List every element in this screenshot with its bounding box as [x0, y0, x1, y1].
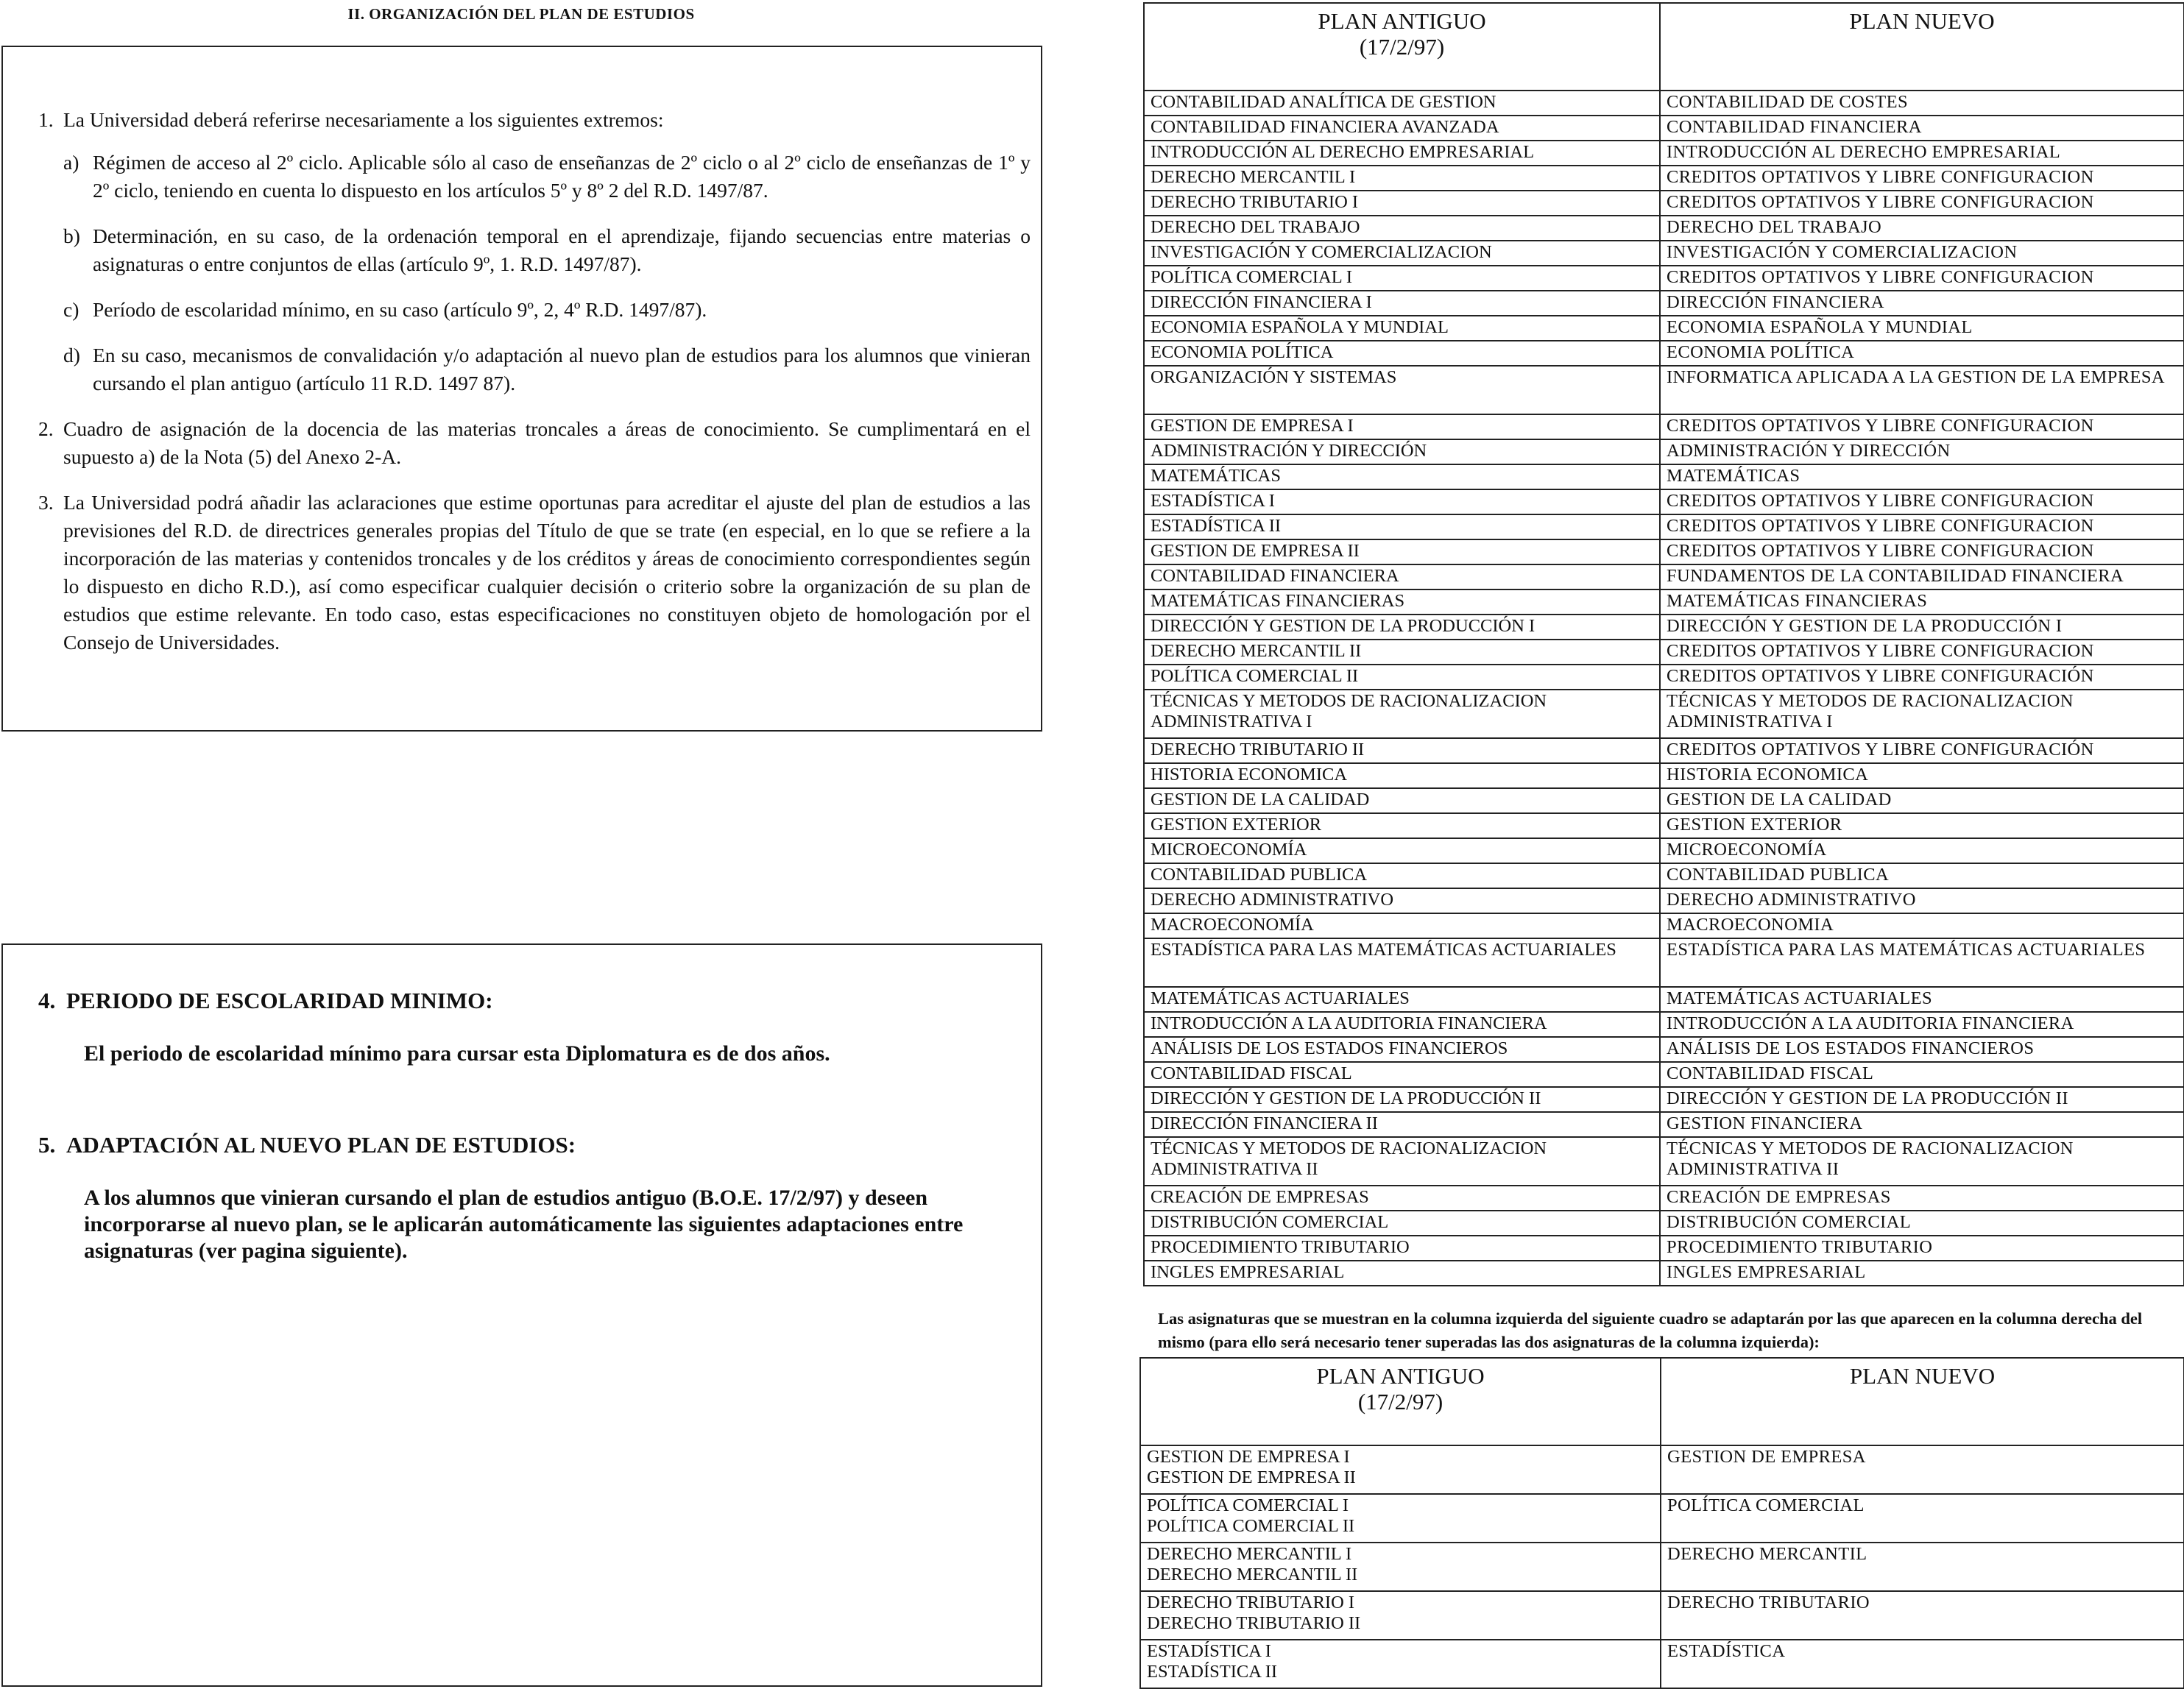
cell-plan-nuevo: ESTADÍSTICA PARA LAS MATEMÁTICAS ACTUARIALES — [1660, 938, 2184, 987]
item-text: La Universidad deberá referirse necesariamente a los siguientes extremos: — [63, 108, 664, 131]
subitem-text: Determinación, en su caso, de la ordenación temporal en el aprendizaje, fijando secuencias entre materias o asignaturas o entre conjuntos de ellas (artículo 9º, 1. R.D. 1497/87). — [93, 224, 1031, 275]
cell-plan-nuevo: INTRODUCCIÓN A LA AUDITORIA FINANCIERA — [1660, 1012, 2184, 1037]
cell-plan-antiguo: DERECHO MERCANTIL II — [1144, 640, 1660, 665]
cell-plan-antiguo: MATEMÁTICAS FINANCIERAS — [1144, 589, 1660, 615]
cell-plan-nuevo: DERECHO ADMINISTRATIVO — [1660, 888, 2184, 913]
old-subject: DERECHO MERCANTIL II — [1147, 1565, 1358, 1584]
cell-plan-antiguo: GESTION DE EMPRESA I — [1144, 414, 1660, 439]
table-row — [1144, 1137, 2184, 1186]
cell-plan-antiguo: MATEMÁTICAS ACTUARIALES — [1144, 987, 1660, 1012]
cell-plan-antiguo: ECONOMIA POLÍTICA — [1144, 341, 1660, 366]
cell-plan-antiguo: DERECHO TRIBUTARIO I — [1144, 191, 1660, 216]
old-subject: POLÍTICA COMERCIAL I — [1147, 1495, 1349, 1515]
table-row — [1144, 1062, 2184, 1087]
table-row — [1140, 1543, 2184, 1591]
cell-plan-nuevo: CREDITOS OPTATIVOS Y LIBRE CONFIGURACION — [1660, 191, 2184, 216]
cell-plan-nuevo: DIRECCIÓN FINANCIERA — [1660, 291, 2184, 316]
subitem — [63, 341, 1031, 397]
section-5-heading — [38, 1130, 576, 1160]
cell-plan-nuevo — [1661, 1543, 2184, 1591]
cell-plan-antiguo — [1140, 1445, 1661, 1494]
section-4-body: El periodo de escolaridad mínimo para cursar esta Diplomatura es de dos años. — [84, 1041, 830, 1066]
cell-plan-antiguo: ESTADÍSTICA I — [1144, 489, 1660, 514]
cell-plan-antiguo: INVESTIGACIÓN Y COMERCIALIZACION — [1144, 241, 1660, 266]
old-subject: GESTION DE EMPRESA I — [1147, 1447, 1350, 1467]
table-row — [1144, 615, 2184, 640]
cell-plan-nuevo: DERECHO DEL TRABAJO — [1660, 216, 2184, 241]
cell-plan-antiguo: DISTRIBUCIÓN COMERCIAL — [1144, 1211, 1660, 1236]
table-row — [1144, 1087, 2184, 1112]
cell-plan-nuevo — [1661, 1445, 2184, 1494]
cell-plan-nuevo: CREDITOS OPTATIVOS Y LIBRE CONFIGURACION — [1660, 514, 2184, 539]
cell-plan-nuevo: INGLES EMPRESARIAL — [1660, 1261, 2184, 1286]
instructions-box — [1, 46, 1042, 732]
table-row — [1144, 291, 2184, 316]
cell-plan-antiguo: GESTION DE EMPRESA II — [1144, 539, 1660, 564]
instructions-list — [38, 106, 1031, 674]
header-label: PLAN ANTIGUO — [1318, 8, 1486, 34]
cell-plan-nuevo: CREDITOS OPTATIVOS Y LIBRE CONFIGURACIÓN — [1660, 738, 2184, 763]
section-5-body: A los alumnos que vinieran cursando el plan de estudios antiguo (B.O.E. 17/2/97) y deseen incorporarse al nuevo plan, se le aplicarán automáticamente las siguientes adaptaciones entre asignaturas (ver pagina siguiente). — [84, 1186, 964, 1263]
cell-plan-antiguo: DIRECCIÓN Y GESTION DE LA PRODUCCIÓN II — [1144, 1087, 1660, 1112]
table-row — [1144, 838, 2184, 863]
table-row — [1144, 439, 2184, 464]
subitem-text: Período de escolaridad mínimo, en su caso (artículo 9º, 2, 4º R.D. 1497/87). — [93, 298, 707, 321]
table-row — [1144, 938, 2184, 987]
cell-plan-nuevo — [1661, 1640, 2184, 1688]
table-row — [1144, 640, 2184, 665]
table-row — [1144, 813, 2184, 838]
cell-plan-antiguo: DIRECCIÓN Y GESTION DE LA PRODUCCIÓN I — [1144, 615, 1660, 640]
cell-plan-nuevo: ADMINISTRACIÓN Y DIRECCIÓN — [1660, 439, 2184, 464]
instruction-item — [38, 489, 1031, 656]
table-row — [1144, 489, 2184, 514]
table-row — [1144, 116, 2184, 141]
table-row — [1144, 539, 2184, 564]
table-row — [1144, 564, 2184, 589]
cell-plan-nuevo: DIRECCIÓN Y GESTION DE LA PRODUCCIÓN I — [1660, 615, 2184, 640]
table-row — [1140, 1640, 2184, 1688]
cell-plan-antiguo — [1140, 1543, 1661, 1591]
table-body — [1140, 1445, 2184, 1688]
table-row — [1144, 665, 2184, 690]
cell-plan-antiguo: GESTION DE LA CALIDAD — [1144, 788, 1660, 813]
cell-plan-antiguo: DERECHO MERCANTIL I — [1144, 166, 1660, 191]
cell-plan-antiguo: POLÍTICA COMERCIAL I — [1144, 266, 1660, 291]
cell-plan-nuevo: CREDITOS OPTATIVOS Y LIBRE CONFIGURACION — [1660, 166, 2184, 191]
table-row — [1144, 414, 2184, 439]
header-plan-antiguo — [1144, 3, 1660, 91]
header-label: PLAN NUEVO — [1849, 1363, 1996, 1389]
cell-plan-antiguo: DIRECCIÓN FINANCIERA II — [1144, 1112, 1660, 1137]
subitem — [63, 149, 1031, 205]
subitem-text: Régimen de acceso al 2º ciclo. Aplicable sólo al caso de enseñanzas de 2º ciclo o al 2º ciclo de enseñanzas de 1º y 2º ciclo, teniendo en cuenta lo dispuesto en los artículos 5º y 8º 2 del R.D. 1497/87. — [93, 151, 1031, 202]
table-row — [1144, 589, 2184, 615]
cell-plan-antiguo: PROCEDIMIENTO TRIBUTARIO — [1144, 1236, 1660, 1261]
cell-plan-antiguo: INTRODUCCIÓN AL DERECHO EMPRESARIAL — [1144, 141, 1660, 166]
item-number: 3. — [38, 491, 54, 514]
adaptation-table — [1143, 2, 2184, 1286]
cell-plan-nuevo: MATEMÁTICAS FINANCIERAS — [1660, 589, 2184, 615]
cell-plan-nuevo: CREDITOS OPTATIVOS Y LIBRE CONFIGURACION — [1660, 266, 2184, 291]
cell-plan-nuevo: GESTION EXTERIOR — [1660, 813, 2184, 838]
table-row — [1144, 341, 2184, 366]
cell-plan-antiguo: CONTABILIDAD FINANCIERA AVANZADA — [1144, 116, 1660, 141]
combined-adaptation-table — [1139, 1357, 2184, 1689]
cell-plan-antiguo: CONTABILIDAD PUBLICA — [1144, 863, 1660, 888]
cell-plan-nuevo: GESTION DE LA CALIDAD — [1660, 788, 2184, 813]
cell-plan-antiguo: TÉCNICAS Y METODOS DE RACIONALIZACION ADMINISTRATIVA II — [1144, 1137, 1660, 1186]
sections-box — [1, 943, 1042, 1687]
table-row — [1144, 913, 2184, 938]
cell-plan-antiguo: ANÁLISIS DE LOS ESTADOS FINANCIEROS — [1144, 1037, 1660, 1062]
table-row — [1144, 1012, 2184, 1037]
cell-plan-nuevo: CREDITOS OPTATIVOS Y LIBRE CONFIGURACIÓN — [1660, 665, 2184, 690]
table-header-row — [1144, 3, 2184, 91]
old-subject: GESTION DE EMPRESA II — [1147, 1467, 1356, 1487]
cell-plan-nuevo: CREDITOS OPTATIVOS Y LIBRE CONFIGURACION — [1660, 640, 2184, 665]
cell-plan-antiguo: ECONOMIA ESPAÑOLA Y MUNDIAL — [1144, 316, 1660, 341]
header-date: (17/2/97) — [1359, 34, 1445, 60]
cell-plan-nuevo: TÉCNICAS Y METODOS DE RACIONALIZACION ADMINISTRATIVA I — [1660, 690, 2184, 738]
old-subject: DERECHO TRIBUTARIO I — [1147, 1593, 1355, 1612]
cell-plan-nuevo: MICROECONOMÍA — [1660, 838, 2184, 863]
cell-plan-antiguo: ESTADÍSTICA II — [1144, 514, 1660, 539]
table-row — [1144, 1112, 2184, 1137]
table-body — [1144, 91, 2184, 1286]
new-subject: POLÍTICA COMERCIAL — [1667, 1495, 1865, 1515]
cell-plan-nuevo: HISTORIA ECONOMICA — [1660, 763, 2184, 788]
instruction-item — [38, 415, 1031, 471]
subitem — [63, 222, 1031, 278]
cell-plan-nuevo: CREACIÓN DE EMPRESAS — [1660, 1186, 2184, 1211]
table-row — [1144, 366, 2184, 414]
table-row — [1144, 166, 2184, 191]
cell-plan-nuevo — [1661, 1591, 2184, 1640]
cell-plan-nuevo: INVESTIGACIÓN Y COMERCIALIZACION — [1660, 241, 2184, 266]
table-row — [1144, 1261, 2184, 1286]
cell-plan-nuevo: TÉCNICAS Y METODOS DE RACIONALIZACION ADMINISTRATIVA II — [1660, 1137, 2184, 1186]
cell-plan-antiguo: INTRODUCCIÓN A LA AUDITORIA FINANCIERA — [1144, 1012, 1660, 1037]
cell-plan-nuevo: DISTRIBUCIÓN COMERCIAL — [1660, 1211, 2184, 1236]
subitem — [63, 296, 1031, 324]
cell-plan-nuevo: MATEMÁTICAS ACTUARIALES — [1660, 987, 2184, 1012]
old-subject: DERECHO TRIBUTARIO II — [1147, 1613, 1361, 1633]
table-row — [1140, 1494, 2184, 1543]
cell-plan-nuevo: CONTABILIDAD FISCAL — [1660, 1062, 2184, 1087]
cell-plan-antiguo: CONTABILIDAD FINANCIERA — [1144, 564, 1660, 589]
table-row — [1144, 241, 2184, 266]
instruction-item — [38, 106, 1031, 397]
table-row — [1140, 1445, 2184, 1494]
page-title: II. ORGANIZACIÓN DEL PLAN DE ESTUDIOS — [347, 5, 695, 23]
table-header-row — [1140, 1358, 2184, 1445]
adaptation-note: Las asignaturas que se muestran en la columna izquierda del siguiente cuadro se adaptarán por las que aparecen en la columna derecha del mismo (para ello será necesario tener superadas las dos asignaturas de la columna izquierda): — [1158, 1309, 2143, 1351]
table-row — [1144, 91, 2184, 116]
cell-plan-nuevo: FUNDAMENTOS DE LA CONTABILIDAD FINANCIERA — [1660, 564, 2184, 589]
cell-plan-antiguo: DERECHO TRIBUTARIO II — [1144, 738, 1660, 763]
table-row — [1144, 1037, 2184, 1062]
cell-plan-antiguo: MICROECONOMÍA — [1144, 838, 1660, 863]
cell-plan-nuevo: INTRODUCCIÓN AL DERECHO EMPRESARIAL — [1660, 141, 2184, 166]
section-number: 4. — [38, 988, 56, 1013]
cell-plan-antiguo: ESTADÍSTICA PARA LAS MATEMÁTICAS ACTUARIALES — [1144, 938, 1660, 987]
subitem-text: En su caso, mecanismos de convalidación y/o adaptación al nuevo plan de estudios para los alumnos que vinieran cursando el plan antiguo (artículo 11 R.D. 1497 87). — [93, 344, 1031, 394]
cell-plan-antiguo: INGLES EMPRESARIAL — [1144, 1261, 1660, 1286]
table-row — [1144, 216, 2184, 241]
table-row — [1144, 464, 2184, 489]
header-date: (17/2/97) — [1357, 1389, 1443, 1414]
cell-plan-nuevo: CONTABILIDAD DE COSTES — [1660, 91, 2184, 116]
cell-plan-antiguo: GESTION EXTERIOR — [1144, 813, 1660, 838]
cell-plan-antiguo: MACROECONOMÍA — [1144, 913, 1660, 938]
table-row — [1144, 191, 2184, 216]
cell-plan-antiguo — [1140, 1591, 1661, 1640]
table-row — [1140, 1591, 2184, 1640]
cell-plan-nuevo: CONTABILIDAD FINANCIERA — [1660, 116, 2184, 141]
cell-plan-antiguo — [1140, 1494, 1661, 1543]
cell-plan-antiguo: MATEMÁTICAS — [1144, 464, 1660, 489]
section-heading-text: ADAPTACIÓN AL NUEVO PLAN DE ESTUDIOS: — [66, 1132, 576, 1158]
old-subject: DERECHO MERCANTIL I — [1147, 1544, 1352, 1564]
section-4-heading — [38, 986, 493, 1016]
cell-plan-nuevo: MACROECONOMIA — [1660, 913, 2184, 938]
cell-plan-nuevo: INFORMATICA APLICADA A LA GESTION DE LA EMPRESA — [1660, 366, 2184, 414]
table-row — [1144, 316, 2184, 341]
cell-plan-nuevo: CREDITOS OPTATIVOS Y LIBRE CONFIGURACION — [1660, 414, 2184, 439]
subitem-letter: a) — [63, 151, 79, 174]
cell-plan-antiguo: ADMINISTRACIÓN Y DIRECCIÓN — [1144, 439, 1660, 464]
header-plan-nuevo — [1661, 1358, 2184, 1445]
cell-plan-nuevo: CREDITOS OPTATIVOS Y LIBRE CONFIGURACION — [1660, 489, 2184, 514]
cell-plan-antiguo: DERECHO ADMINISTRATIVO — [1144, 888, 1660, 913]
table-row — [1144, 266, 2184, 291]
old-subject: ESTADÍSTICA I — [1147, 1641, 1271, 1661]
section-heading-text: PERIODO DE ESCOLARIDAD MINIMO: — [66, 988, 493, 1013]
table-row — [1144, 514, 2184, 539]
table-row — [1144, 1236, 2184, 1261]
new-subject: DERECHO MERCANTIL — [1667, 1544, 1867, 1564]
subitem-list — [63, 149, 1031, 397]
item-text: Cuadro de asignación de la docencia de las materias troncales a áreas de conocimiento. Se cumplimentará en el supuesto a) de la Nota (5) del Anexo 2-A. — [63, 417, 1031, 468]
cell-plan-nuevo: ANÁLISIS DE LOS ESTADOS FINANCIEROS — [1660, 1037, 2184, 1062]
table-row — [1144, 1211, 2184, 1236]
item-number: 2. — [38, 417, 54, 440]
cell-plan-nuevo: PROCEDIMIENTO TRIBUTARIO — [1660, 1236, 2184, 1261]
table-row — [1144, 863, 2184, 888]
table-row — [1144, 141, 2184, 166]
cell-plan-antiguo: DERECHO DEL TRABAJO — [1144, 216, 1660, 241]
item-number: 1. — [38, 108, 54, 131]
item-text: La Universidad podrá añadir las aclaraciones que estime oportunas para acreditar el ajuste del plan de estudios a las previsiones del R.D. de directrices generales propias del Título de que se trate (en especial, en lo que se refiere a la incorporación de las materias y contenidos troncales y de los créditos y áreas de conocimiento correspondientes según lo dispuesto en dicho R.D.), así como especificar cualquier decisión o criterio sobre la organización de su plan de estudios que estime relevante. En todo caso, estas especificaciones no constituyen objeto de homologación por el Consejo de Universidades. — [63, 491, 1031, 654]
table-row — [1144, 888, 2184, 913]
old-subject: ESTADÍSTICA II — [1147, 1662, 1278, 1682]
cell-plan-nuevo: ECONOMIA POLÍTICA — [1660, 341, 2184, 366]
new-subject: DERECHO TRIBUTARIO — [1667, 1593, 1870, 1612]
header-label: PLAN NUEVO — [1849, 8, 1995, 34]
section-number: 5. — [38, 1132, 56, 1158]
header-plan-antiguo — [1140, 1358, 1661, 1445]
cell-plan-antiguo: HISTORIA ECONOMICA — [1144, 763, 1660, 788]
cell-plan-nuevo: GESTION FINANCIERA — [1660, 1112, 2184, 1137]
table-row — [1144, 763, 2184, 788]
cell-plan-nuevo — [1661, 1494, 2184, 1543]
cell-plan-nuevo: DIRECCIÓN Y GESTION DE LA PRODUCCIÓN II — [1660, 1087, 2184, 1112]
table-row — [1144, 690, 2184, 738]
cell-plan-nuevo: CREDITOS OPTATIVOS Y LIBRE CONFIGURACION — [1660, 539, 2184, 564]
cell-plan-antiguo: CREACIÓN DE EMPRESAS — [1144, 1186, 1660, 1211]
cell-plan-nuevo: CONTABILIDAD PUBLICA — [1660, 863, 2184, 888]
cell-plan-antiguo — [1140, 1640, 1661, 1688]
table-row — [1144, 1186, 2184, 1211]
cell-plan-antiguo: CONTABILIDAD ANALÍTICA DE GESTION — [1144, 91, 1660, 116]
cell-plan-antiguo: TÉCNICAS Y METODOS DE RACIONALIZACION ADMINISTRATIVA I — [1144, 690, 1660, 738]
cell-plan-nuevo: MATEMÁTICAS — [1660, 464, 2184, 489]
cell-plan-antiguo: CONTABILIDAD FISCAL — [1144, 1062, 1660, 1087]
table-row — [1144, 987, 2184, 1012]
old-subject: POLÍTICA COMERCIAL II — [1147, 1516, 1355, 1536]
new-subject: GESTION DE EMPRESA — [1667, 1447, 1866, 1467]
subitem-letter: b) — [63, 224, 80, 247]
header-label: PLAN ANTIGUO — [1316, 1363, 1485, 1389]
header-plan-nuevo — [1660, 3, 2184, 91]
cell-plan-antiguo: POLÍTICA COMERCIAL II — [1144, 665, 1660, 690]
subitem-letter: c) — [63, 298, 79, 321]
cell-plan-nuevo: ECONOMIA ESPAÑOLA Y MUNDIAL — [1660, 316, 2184, 341]
table-row — [1144, 788, 2184, 813]
subitem-letter: d) — [63, 344, 80, 367]
table-row — [1144, 738, 2184, 763]
cell-plan-antiguo: DIRECCIÓN FINANCIERA I — [1144, 291, 1660, 316]
cell-plan-antiguo: ORGANIZACIÓN Y SISTEMAS — [1144, 366, 1660, 414]
new-subject: ESTADÍSTICA — [1667, 1641, 1786, 1661]
